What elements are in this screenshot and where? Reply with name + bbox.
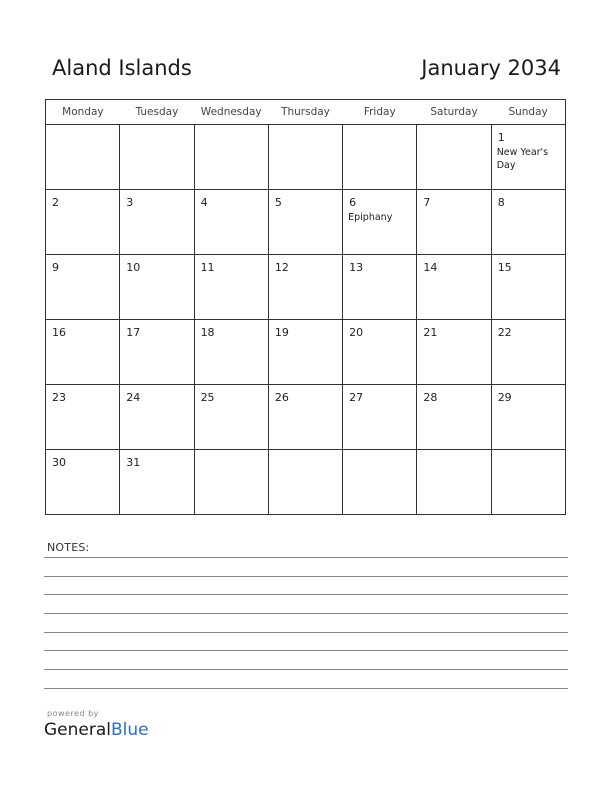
weekday-header: Tuesday — [120, 100, 194, 125]
day-number: 11 — [200, 261, 215, 274]
day-number — [46, 125, 119, 131]
calendar-day-cell — [46, 385, 120, 450]
day-number: 15 — [497, 261, 512, 274]
calendar-day-cell — [268, 255, 342, 320]
weekday-header: Monday — [46, 100, 120, 125]
calendar-day-cell — [343, 320, 417, 385]
calendar-day-cell — [417, 385, 491, 450]
calendar-week-row — [46, 125, 566, 190]
calendar-day-cell — [120, 320, 194, 385]
calendar-day-cell — [194, 450, 268, 515]
calendar-day-cell — [491, 320, 565, 385]
note-line — [44, 557, 568, 558]
day-number — [417, 450, 490, 456]
calendar-day-cell — [194, 320, 268, 385]
day-number: 1 — [497, 131, 505, 144]
month-calendar-grid — [45, 99, 566, 515]
calendar-day-cell — [491, 385, 565, 450]
day-number: 24 — [126, 391, 141, 404]
day-number: 17 — [126, 326, 141, 339]
day-number: 28 — [423, 391, 438, 404]
note-line — [44, 650, 568, 651]
calendar-day-cell — [46, 320, 120, 385]
brand-blue-text: Blue — [111, 720, 149, 740]
day-number: 6 — [349, 196, 357, 209]
calendar-day-cell — [46, 125, 120, 190]
weekday-header-row — [46, 100, 566, 125]
calendar-day-cell — [491, 255, 565, 320]
note-line — [44, 688, 568, 689]
day-number — [120, 125, 193, 131]
calendar-day-cell — [120, 385, 194, 450]
day-number: 30 — [52, 456, 66, 469]
note-line — [44, 669, 568, 670]
calendar-day-cell — [194, 255, 268, 320]
note-line — [44, 613, 568, 614]
note-line — [44, 632, 568, 633]
calendar-day-cell — [491, 190, 565, 255]
calendar-day-cell — [268, 320, 342, 385]
calendar-day-cell — [46, 450, 120, 515]
day-number — [269, 450, 342, 456]
calendar-day-cell — [417, 255, 491, 320]
calendar-week-row — [46, 385, 566, 450]
calendar-day-cell — [491, 450, 565, 515]
calendar-week-row — [46, 190, 566, 255]
day-number: 21 — [423, 326, 438, 339]
calendar-day-cell — [268, 450, 342, 515]
calendar-day-cell — [417, 125, 491, 190]
holiday-label: New Year's Day — [496, 147, 549, 171]
day-number: 2 — [52, 196, 59, 209]
note-line — [44, 594, 568, 595]
calendar-week-row — [46, 255, 566, 320]
weekday-header: Thursday — [268, 100, 342, 125]
calendar-day-cell — [268, 125, 342, 190]
calendar-day-cell — [491, 125, 565, 190]
calendar-day-cell — [46, 190, 120, 255]
calendar-day-cell — [417, 450, 491, 515]
calendar-week-row — [46, 320, 566, 385]
day-number — [343, 450, 416, 456]
calendar-day-cell — [343, 385, 417, 450]
calendar-day-cell — [417, 320, 491, 385]
day-number: 9 — [52, 261, 59, 274]
weekday-header: Saturday — [417, 100, 491, 125]
day-number: 29 — [497, 391, 512, 404]
calendar-week-row — [46, 450, 566, 515]
calendar-day-cell — [120, 190, 194, 255]
day-number: 7 — [423, 196, 431, 209]
weekday-header: Friday — [343, 100, 417, 125]
calendar-month-title: January 2034 — [421, 56, 561, 80]
day-number — [417, 125, 490, 131]
day-number: 25 — [200, 391, 215, 404]
day-number: 10 — [126, 261, 141, 274]
day-number: 12 — [274, 261, 289, 274]
calendar-day-cell — [343, 255, 417, 320]
day-number: 13 — [349, 261, 364, 274]
calendar-day-cell — [417, 190, 491, 255]
note-line — [44, 576, 568, 577]
day-number: 27 — [349, 391, 364, 404]
day-number: 8 — [497, 196, 505, 209]
calendar-day-cell — [343, 450, 417, 515]
brand-general-text: General — [44, 720, 111, 740]
day-number — [195, 125, 268, 131]
day-number: 14 — [423, 261, 438, 274]
calendar-day-cell — [194, 125, 268, 190]
day-number: 22 — [497, 326, 512, 339]
day-number — [343, 125, 416, 131]
day-number: 20 — [349, 326, 364, 339]
day-number: 4 — [200, 196, 208, 209]
generalblue-logo[interactable] — [44, 720, 149, 740]
holiday-label: Epiphany — [348, 212, 393, 223]
day-number: 19 — [274, 326, 289, 339]
calendar-country-title: Aland Islands — [52, 56, 192, 80]
calendar-day-cell — [343, 190, 417, 255]
weekday-header: Sunday — [491, 100, 565, 125]
day-number: 5 — [274, 196, 282, 209]
notes-label: NOTES: — [47, 541, 90, 554]
day-number — [492, 450, 565, 456]
calendar-day-cell — [120, 450, 194, 515]
day-number: 31 — [126, 456, 141, 469]
calendar-day-cell — [268, 385, 342, 450]
calendar-day-cell — [46, 255, 120, 320]
calendar-day-cell — [194, 190, 268, 255]
calendar-day-cell — [343, 125, 417, 190]
day-number — [269, 125, 342, 131]
day-number: 18 — [200, 326, 215, 339]
day-number — [195, 450, 268, 456]
day-number: 23 — [52, 391, 66, 404]
powered-by-text: powered by — [47, 709, 99, 718]
day-number: 26 — [274, 391, 289, 404]
weekday-header: Wednesday — [194, 100, 268, 125]
calendar-day-cell — [268, 190, 342, 255]
day-number: 16 — [52, 326, 66, 339]
calendar-day-cell — [194, 385, 268, 450]
day-number: 3 — [126, 196, 134, 209]
calendar-day-cell — [120, 255, 194, 320]
calendar-day-cell — [120, 125, 194, 190]
